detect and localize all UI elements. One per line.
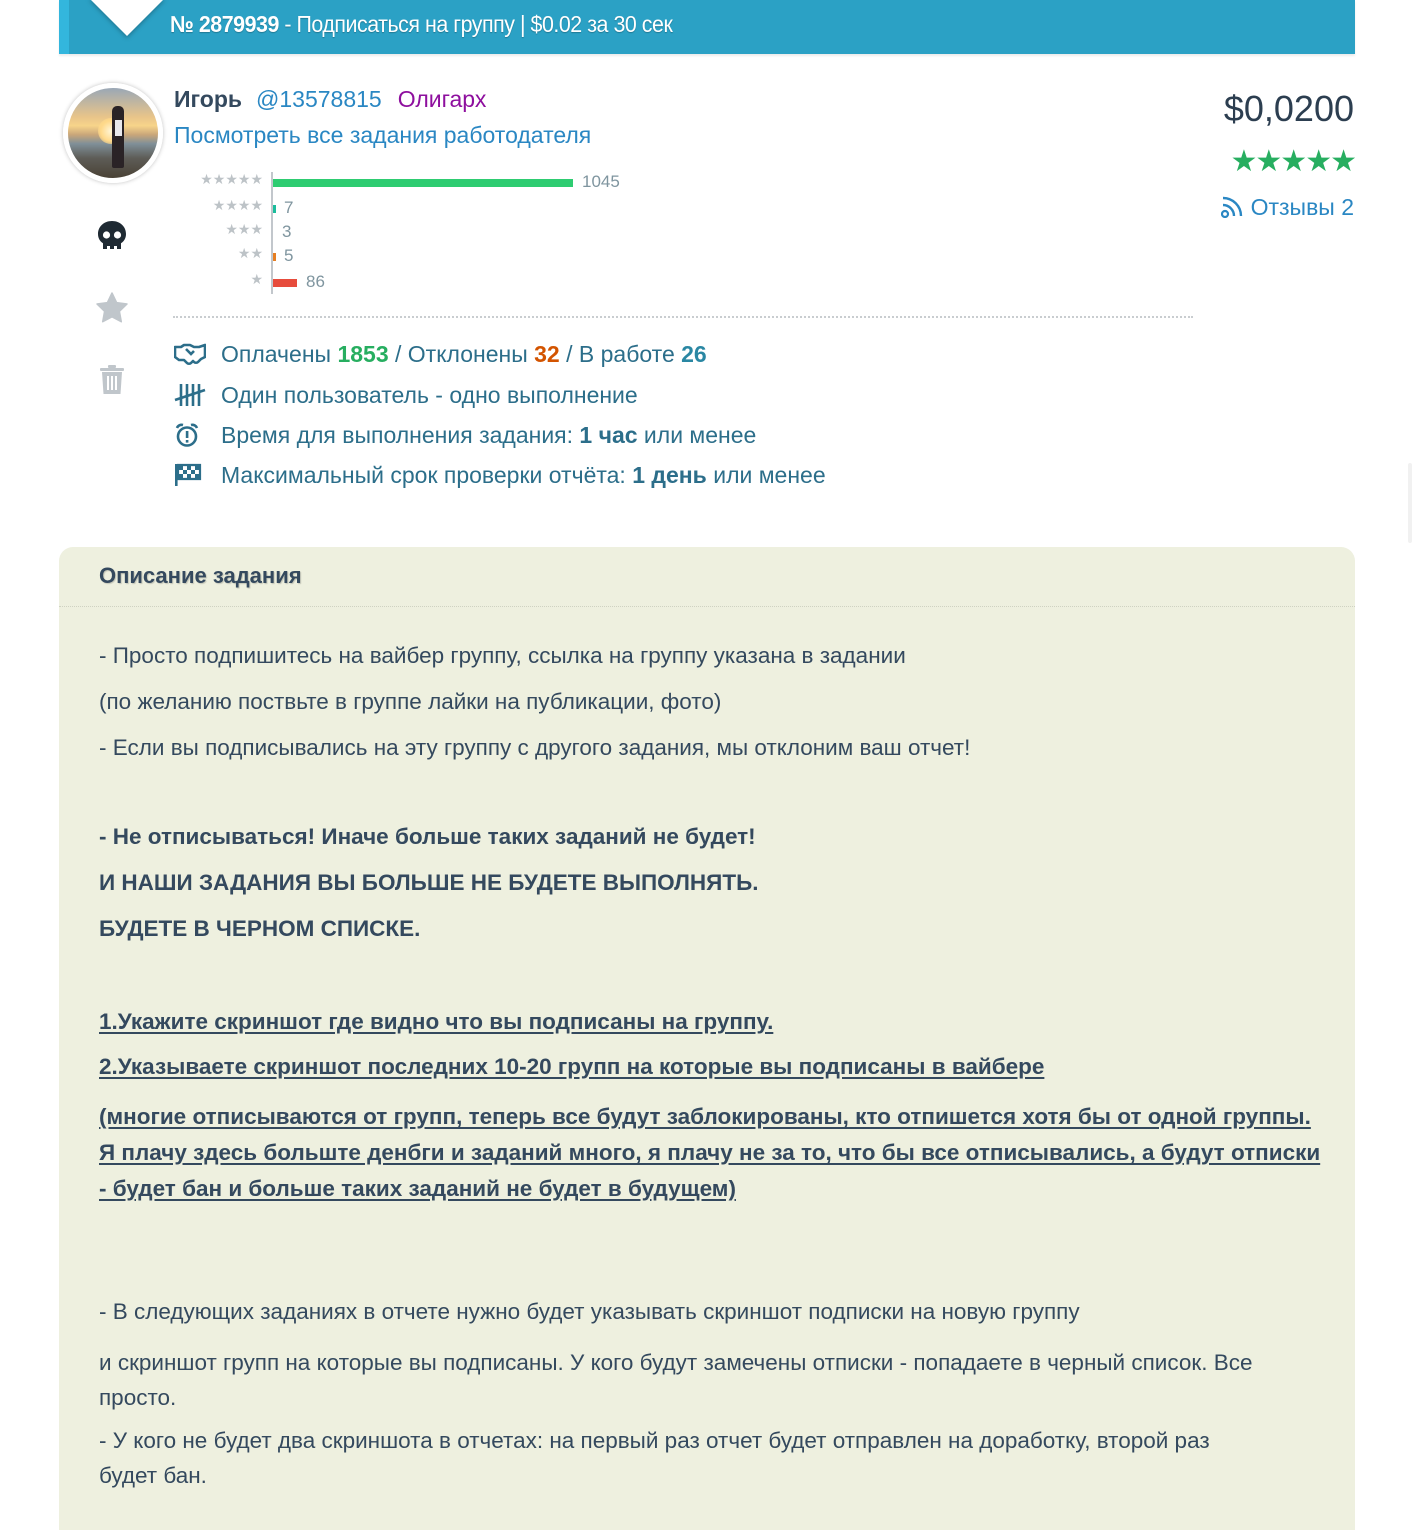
- rating-stars-2: ★★: [237, 246, 263, 262]
- description-line: - Просто подпишитесь на вайбер группу, ссылка на группу указана в задании: [99, 643, 906, 668]
- requirement-line: 2.Указываете скриншот последних 10-20 групп на которые вы подписаны в вайбере: [99, 1054, 1045, 1079]
- rating-bar-1: [273, 279, 297, 287]
- rejected-count: 32: [534, 341, 560, 367]
- view-all-employer-tasks-link[interactable]: Посмотреть все задания работодателя: [174, 122, 592, 148]
- rating-row-1: [178, 270, 638, 294]
- rating-stars-1: ★: [250, 272, 263, 288]
- stat-one-user-rule: [174, 382, 638, 409]
- description-divider: [59, 606, 1355, 607]
- description-line: - В следующих заданиях в отчете нужно будет указывать скриншот подписки на новую группу: [99, 1299, 1080, 1324]
- requirement-note: (многие отписываются от групп, теперь все будут заблокированы, кто отпишется хотя бы от одной группы. Я плачу здесь больште денбги и заданий много, я плачу не за то, что бы все отписывались, а будут отписки - будет бан и больше таких заданий не будет в будущем): [99, 1104, 1321, 1201]
- stat-paid-rejected-inprogress: [174, 341, 707, 368]
- separator: /: [559, 341, 579, 367]
- task-number: № 2879939: [170, 11, 279, 37]
- star-icon[interactable]: [94, 290, 130, 326]
- review-deadline-value: 1 день: [632, 462, 707, 488]
- collapse-chevron-icon[interactable]: [89, 0, 165, 36]
- employer-info: [174, 86, 486, 113]
- warning-line: - Не отписываться! Иначе больше таких заданий не будет!: [99, 824, 756, 849]
- description-line: и скриншот групп на которые вы подписаны. У кого будут замечены отписки - попадаете в черный список. Все просто.: [99, 1350, 1253, 1410]
- one-user-rule-text: Один пользователь - одно выполнение: [221, 382, 638, 408]
- scrollbar-thumb[interactable]: [1408, 463, 1412, 543]
- checkered-flag-icon: [174, 463, 206, 487]
- rejected-label: Отклонены: [407, 341, 528, 367]
- rating-row-3: [178, 220, 638, 244]
- description-line: (по желанию поствьте в группе лайки на публикации, фото): [99, 689, 722, 714]
- tally-icon: [174, 383, 206, 407]
- rating-stars-4: ★★★★: [212, 198, 263, 214]
- rating-stars-5: ★★★★★: [200, 172, 263, 188]
- avatar-shirt: [115, 120, 122, 136]
- description-title: Описание задания: [99, 563, 302, 588]
- rating-count-3: 3: [282, 222, 292, 241]
- stat-time-limit: [174, 422, 756, 449]
- rating-bar-4: [273, 205, 276, 213]
- reviews-label: Отзывы 2: [1250, 194, 1354, 220]
- employer-actions: [94, 218, 130, 434]
- employer-avatar[interactable]: [63, 83, 163, 183]
- paid-count: 1853: [337, 341, 389, 367]
- rating-bar-2: [273, 253, 276, 261]
- page-scrollbar[interactable]: [1400, 0, 1414, 1530]
- rating-count-2: 5: [284, 246, 294, 265]
- alarm-clock-icon: [174, 423, 206, 447]
- task-summary: - Подписаться на группу | $0.02 за 30 сек: [278, 11, 673, 37]
- paid-label: Оплачены: [221, 341, 332, 367]
- trash-icon[interactable]: [94, 362, 130, 398]
- rating-count-5: 1045: [582, 172, 620, 191]
- warning-line: БУДЕТЕ В ЧЕРНОМ СПИСКЕ.: [99, 916, 421, 941]
- review-deadline-suffix: или менее: [713, 462, 826, 488]
- employer-rank-badge: Олигарх: [397, 86, 487, 112]
- rating-bar-5: [273, 179, 573, 187]
- in-progress-label: В работе: [578, 341, 675, 367]
- task-description-panel: [59, 547, 1355, 1530]
- employer-id[interactable]: @13578815: [256, 86, 382, 112]
- rating-row-5: [178, 170, 638, 194]
- employer-rating-stars: ★★★★★: [1230, 144, 1355, 179]
- skull-icon[interactable]: [94, 218, 130, 254]
- rss-icon: [1221, 196, 1245, 218]
- reviews-link[interactable]: [1221, 194, 1354, 221]
- stat-review-deadline: [174, 462, 826, 489]
- in-progress-count: 26: [681, 341, 707, 367]
- description-line: - У кого не будет два скриншота в отчетах: на первый раз отчет будет отправлен на доработку, второй раз будет бан.: [99, 1428, 1210, 1488]
- task-title: [170, 11, 672, 38]
- rating-row-2: [178, 244, 638, 268]
- description-line: - Если вы подписывались на эту группу с другого задания, мы отклоним ваш отчет!: [99, 735, 971, 760]
- rating-stars-3: ★★★: [225, 222, 263, 238]
- rating-count-1: 86: [306, 272, 325, 291]
- time-limit-label: Время для выполнения задания:: [221, 422, 574, 448]
- separator: /: [388, 341, 408, 367]
- review-deadline-label: Максимальный срок проверки отчёта:: [221, 462, 626, 488]
- employer-name[interactable]: Игорь: [174, 86, 243, 112]
- time-limit-suffix: или менее: [643, 422, 757, 448]
- handshake-icon: [174, 342, 206, 366]
- rating-row-4: [178, 196, 638, 220]
- time-limit-value: 1 час: [579, 422, 638, 448]
- requirement-line: 1.Укажите скриншот где видно что вы подписаны на группу.: [99, 1009, 774, 1034]
- rating-distribution: [178, 168, 638, 294]
- task-header-bar[interactable]: [59, 0, 1355, 54]
- employer-divider: [173, 316, 1193, 318]
- warning-line: И НАШИ ЗАДАНИЯ ВЫ БОЛЬШЕ НЕ БУДЕТЕ ВЫПОЛНЯТЬ.: [99, 870, 759, 895]
- task-price: $0,0200: [1223, 88, 1354, 129]
- avatar-person: [112, 106, 124, 168]
- rating-count-4: 7: [284, 198, 294, 217]
